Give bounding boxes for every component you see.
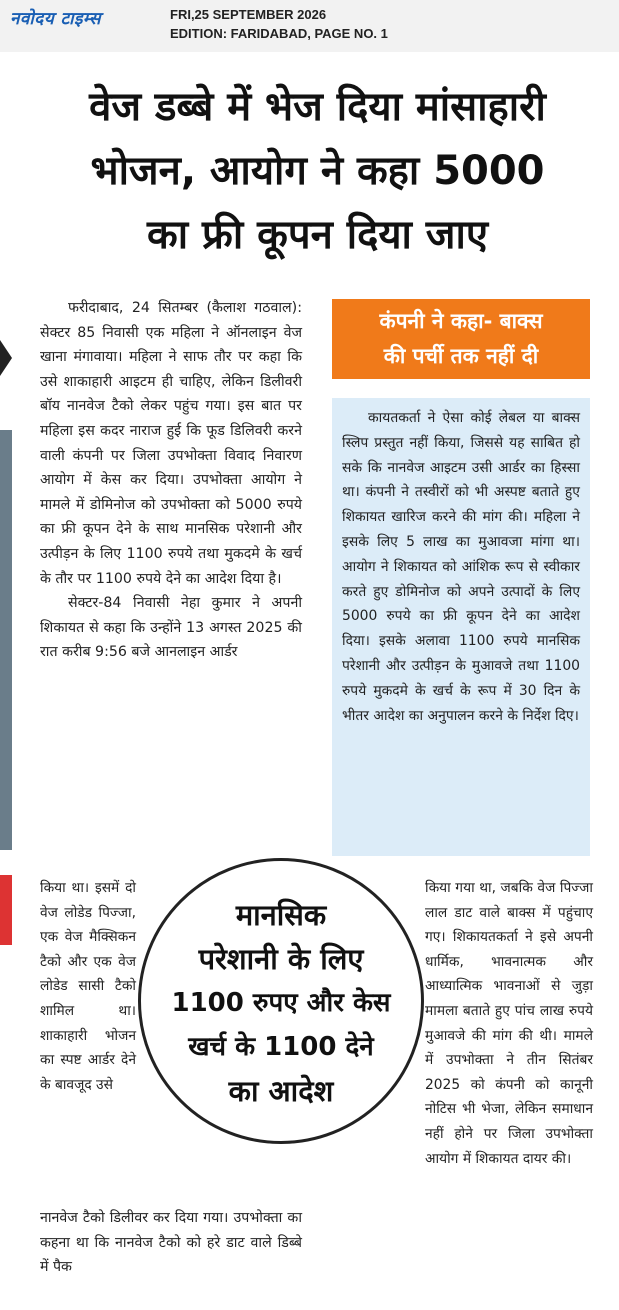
info-box — [332, 398, 590, 856]
pull-quote-line-2: परेशानी के लिए — [198, 942, 364, 976]
edition-info — [170, 5, 388, 43]
edition-page: EDITION: FARIDABAD, PAGE NO. 1 — [170, 26, 388, 41]
left-column-top — [40, 296, 302, 665]
article-paragraph-2: सेक्टर-84 निवासी नेहा कुमार ने अपनी शिकायत से कहा कि उन्होंने 13 अगस्त 2025 की रात करीब 9:56 बजे आनलाइन आर्डर — [40, 595, 302, 661]
publication-date: FRI,25 SEPTEMBER 2026 — [170, 7, 327, 22]
pull-quote-line-5: का आदेश — [228, 1074, 334, 1108]
pull-quote-line-1: मानसिक — [235, 898, 327, 932]
headline-line-1: वेज डब्बे में भेज दिया मांसाहारी — [89, 84, 546, 130]
headline-line-2: भोजन, आयोग ने कहा 5000 — [90, 148, 545, 194]
left-image-wedge — [0, 340, 12, 376]
headline-line-3: का फ्री कूपन दिया जाए — [147, 212, 488, 258]
article-paragraph-3: किया था। इसमें दो वेज लोडेड पिज्जा, एक वेज मैक्सिकन टैको और एक वेज लोडेड सासी टैको शामिल था। शाकाहारी भोजन का स्पष्ट आर्डर देने के बावजूद उसे — [40, 880, 136, 1093]
article-paragraph-4: नानवेज टैको डिलीवर कर दिया गया। उपभोक्ता का कहना था कि नानवेज टैको को हरे डाट वाले डिब्बे में पैक — [40, 1210, 302, 1276]
article-paragraph-5: किया गया था, जबकि वेज पिज्जा लाल डाट वाले बाक्स में पहुंचाए गए। शिकायतकर्ता ने इसे अपनी धार्मिक, भावनात्मक और आध्यात्मिक भावनाओं से जुड़ा मामला बताते हुए पांच लाख रुपये मुआवजे की मांग की थी। मामले में उपभोक्ता ने तीन सितंबर 2025 को कंपनी को कानूनी नोटिस भी भेजा, लेकिन समाधान नहीं होने पर जिला उपभोक्ता आयोग में शिकायत दायर की। — [425, 880, 593, 1167]
pull-quote-line-4: खर्च के 1100 देने — [188, 1032, 374, 1062]
subhead-line-2: की पर्ची तक नहीं दी — [383, 344, 539, 368]
left-column-bottom — [40, 1206, 302, 1280]
left-photo-edge — [0, 430, 12, 850]
left-column-wrap — [40, 876, 136, 1097]
newspaper-logo: नवोदय टाइम्स — [10, 9, 101, 29]
pull-quote-line-3: 1100 रुपए और केस — [171, 988, 391, 1018]
info-box-text: कायतकर्ता ने ऐसा कोई लेबल या बाक्स स्लिप प्रस्तुत नहीं किया, जिससे यह साबित हो सके कि नानवेज आइटम उसी आर्डर का हिस्सा था। कंपनी ने तस्वीरों को भी अस्पष्ट बताते हुए शिकायत खारिज करने की मांग की। महिला ने इसके लिए 5 लाख का मुआवजा मांगा था। आयोग ने शिकायत को आंशिक रूप से स्वीकार करते हुए डोमिनोज को अपने उत्पादों के लिए 5000 रुपये का फ्री कूपन देने का आदेश दिया। इसके अलावा 1100 रुपये मानसिक परेशानी और उत्पीड़न के मुआवजे तथा 1100 रुपये मुकदमे के खर्च के रूप में 30 दिन के भीतर आदेश का अनुपालन करने के निर्देश दिए। — [342, 410, 580, 724]
article-paragraph-1: फरीदाबाद, 24 सितम्बर (कैलाश गठवाल): सेक्टर 85 निवासी एक महिला ने ऑनलाइन वेज खाना मंगावाया। महिला ने साफ तौर पर कहा कि उसे शाकाहारी आइटम ही चाहिए, लेकिन डिलीवरी बॉय नानवेज टैको लेकर पहुंच गया। इस बात पर महिला इस कदर नाराज हुई कि फूड डिलिवरी करने वाली कंपनी पर जिला उपभोक्ता विवाद निवारण आयोग में केस कर दिया। उपभोक्ता आयोग ने मामले में डोमिनोज को उपभोक्ता को 5000 रुपये का फ्री कूपन देने के साथ मानसिक परेशानी और उत्पीड़न के लिए 1100 रुपये तथा मुकदमे के खर्च के तौर पर 1100 रुपये देने का आदेश दिया है। — [40, 300, 302, 587]
left-red-edge — [0, 875, 12, 945]
subhead-box — [332, 299, 590, 379]
headline — [30, 75, 605, 267]
page-header — [0, 0, 619, 52]
right-column-wrap — [425, 876, 593, 1171]
subhead-line-1: कंपनी ने कहा- बाक्स — [379, 309, 543, 333]
pull-quote — [138, 858, 424, 1144]
